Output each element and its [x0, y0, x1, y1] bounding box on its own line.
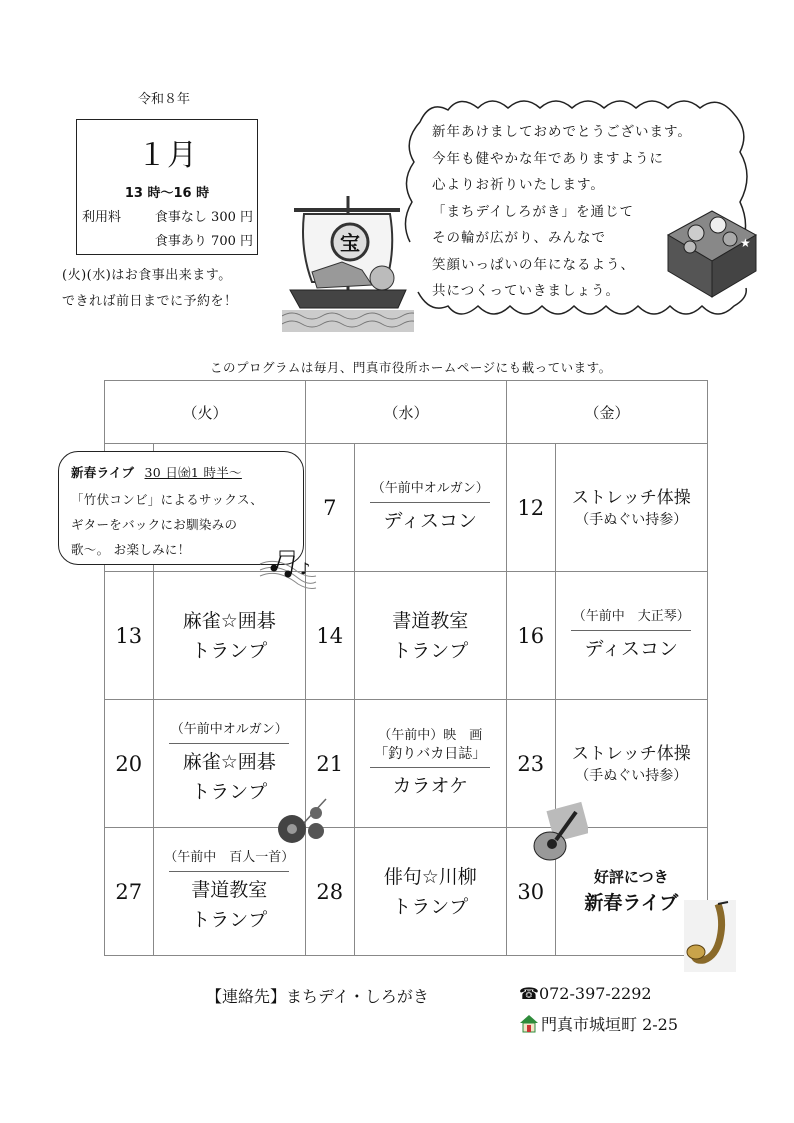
contact-label: 【連絡先】まちデイ・しろがき	[206, 987, 429, 1006]
day-number: 28	[305, 828, 354, 956]
hours: 13 時～16 時	[124, 186, 210, 201]
activity-main: 麻雀☆囲碁	[182, 609, 276, 632]
activity-note: （手ぬぐい持参）	[575, 511, 688, 528]
bubble-line: ギターをバックにお馴染みの	[71, 517, 238, 532]
greeting-line: その輪が広がり、みんなで	[432, 230, 606, 246]
activity-main: 書道教室	[191, 878, 268, 901]
activity-main: 麻雀☆囲碁	[182, 750, 276, 773]
activity-main: ストレッチ体操	[571, 487, 691, 508]
activity-main: トランプ	[191, 780, 268, 803]
day-number: 21	[305, 700, 354, 828]
activity-cell	[354, 700, 506, 828]
fee-no-meal: 食事なし 300 円	[154, 210, 253, 225]
contact-address	[519, 1012, 678, 1037]
contact-phone	[519, 984, 652, 1003]
activity-cell	[555, 444, 707, 572]
activity-sub: （午前中オルガン）	[371, 480, 489, 496]
activity-pre: 好評につき	[593, 867, 669, 886]
activity-main: トランプ	[392, 639, 469, 662]
day-number: 12	[506, 444, 555, 572]
activity-sub: （午前中 百人一首）	[164, 849, 295, 865]
activity-cell	[354, 828, 506, 956]
activity-main: 新春ライブ	[584, 891, 679, 914]
day-number: 23	[506, 700, 555, 828]
calendar-row	[105, 700, 708, 828]
day-number: 7	[305, 444, 354, 572]
day-number: 27	[105, 828, 154, 956]
address: 門真市城垣町 2-25	[541, 1015, 679, 1034]
reservation-note: できれば前日までに予約を！	[62, 294, 238, 309]
fee-label: 利用料	[82, 210, 122, 225]
calendar-row	[105, 572, 708, 700]
greeting-line: 「まちデイしろがき」を通じて	[432, 203, 635, 220]
activity-main: カラオケ	[392, 774, 469, 797]
activity-main: トランプ	[191, 908, 268, 931]
activity-main: ストレッチ体操	[571, 743, 691, 764]
greeting-line: 心よりお祈りいたします。	[432, 177, 605, 193]
day-number: 20	[105, 700, 154, 828]
day-number: 16	[506, 572, 555, 700]
music-notes-icon	[258, 548, 318, 590]
greeting-line: 共につくっていきましょう。	[432, 283, 620, 299]
bubble-line: 「竹伏コンビ」によるサックス、	[71, 492, 264, 507]
activity-main: トランプ	[191, 639, 268, 662]
calendar-row	[105, 828, 708, 956]
saxophone-icon	[684, 900, 736, 972]
calendar-header-row	[105, 381, 708, 444]
header-wednesday: （水）	[305, 381, 506, 444]
divider	[169, 871, 289, 872]
greeting-line: 笑顔いっぱいの年になるよう、	[432, 256, 635, 273]
meal-note: (火)(水)はお食事出来ます。	[62, 268, 232, 283]
program-note: このプログラムは毎月、門真市役所ホームページにも載っています。	[210, 360, 612, 375]
divider	[370, 767, 490, 768]
activity-cell	[354, 444, 506, 572]
day-number: 14	[305, 572, 354, 700]
fee-with-meal: 食事あり 700 円	[154, 234, 253, 249]
activity-main: トランプ	[392, 895, 469, 918]
greeting-line: 新年あけましておめでとうございます。	[432, 124, 692, 140]
activity-note: （手ぬぐい持参）	[575, 767, 688, 784]
day-number: 13	[105, 572, 154, 700]
osechi-box-icon	[660, 205, 760, 301]
activity-cell	[555, 572, 707, 700]
svg-text:宝: 宝	[340, 231, 360, 255]
plum-blossom-icon	[272, 795, 332, 847]
telephone-icon: ☎	[519, 984, 539, 1003]
svg-text:♪: ♪	[300, 559, 311, 578]
activity-main: ディスコン	[383, 509, 478, 532]
bubble-title: 新春ライブ	[71, 465, 135, 480]
activity-main: 書道教室	[392, 609, 469, 632]
activity-cell	[153, 572, 305, 700]
day-number: 30	[506, 828, 555, 956]
activity-main: 俳句☆川柳	[383, 865, 477, 888]
divider	[370, 502, 490, 503]
activity-sub: 「釣りバカ日誌」	[374, 745, 487, 762]
divider	[571, 630, 691, 631]
guitar-icon	[528, 800, 588, 866]
month-info-box	[76, 119, 258, 255]
greeting-line: 今年も健やかな年でありますように	[432, 150, 664, 167]
activity-sub: （午前中オルガン）	[170, 721, 288, 737]
divider	[169, 743, 289, 744]
header-tuesday: （火）	[105, 381, 306, 444]
era-year: 令和８年	[138, 92, 191, 107]
bubble-date: 30 日㈮1 時半～	[144, 465, 242, 480]
svg-text:★: ★	[740, 236, 751, 250]
house-icon	[519, 1013, 539, 1037]
treasure-ship-icon	[282, 190, 414, 332]
activity-main: ディスコン	[584, 637, 679, 660]
bubble-line: 歌～。 お楽しみに！	[71, 542, 191, 557]
phone-number: 072-397-2292	[538, 984, 652, 1003]
activity-cell	[354, 572, 506, 700]
activity-sub: （午前中 大正琴）	[572, 608, 690, 624]
header-friday: （金）	[506, 381, 707, 444]
activity-sub: （午前中）映 画	[378, 727, 483, 743]
month-title: １月	[137, 138, 197, 173]
